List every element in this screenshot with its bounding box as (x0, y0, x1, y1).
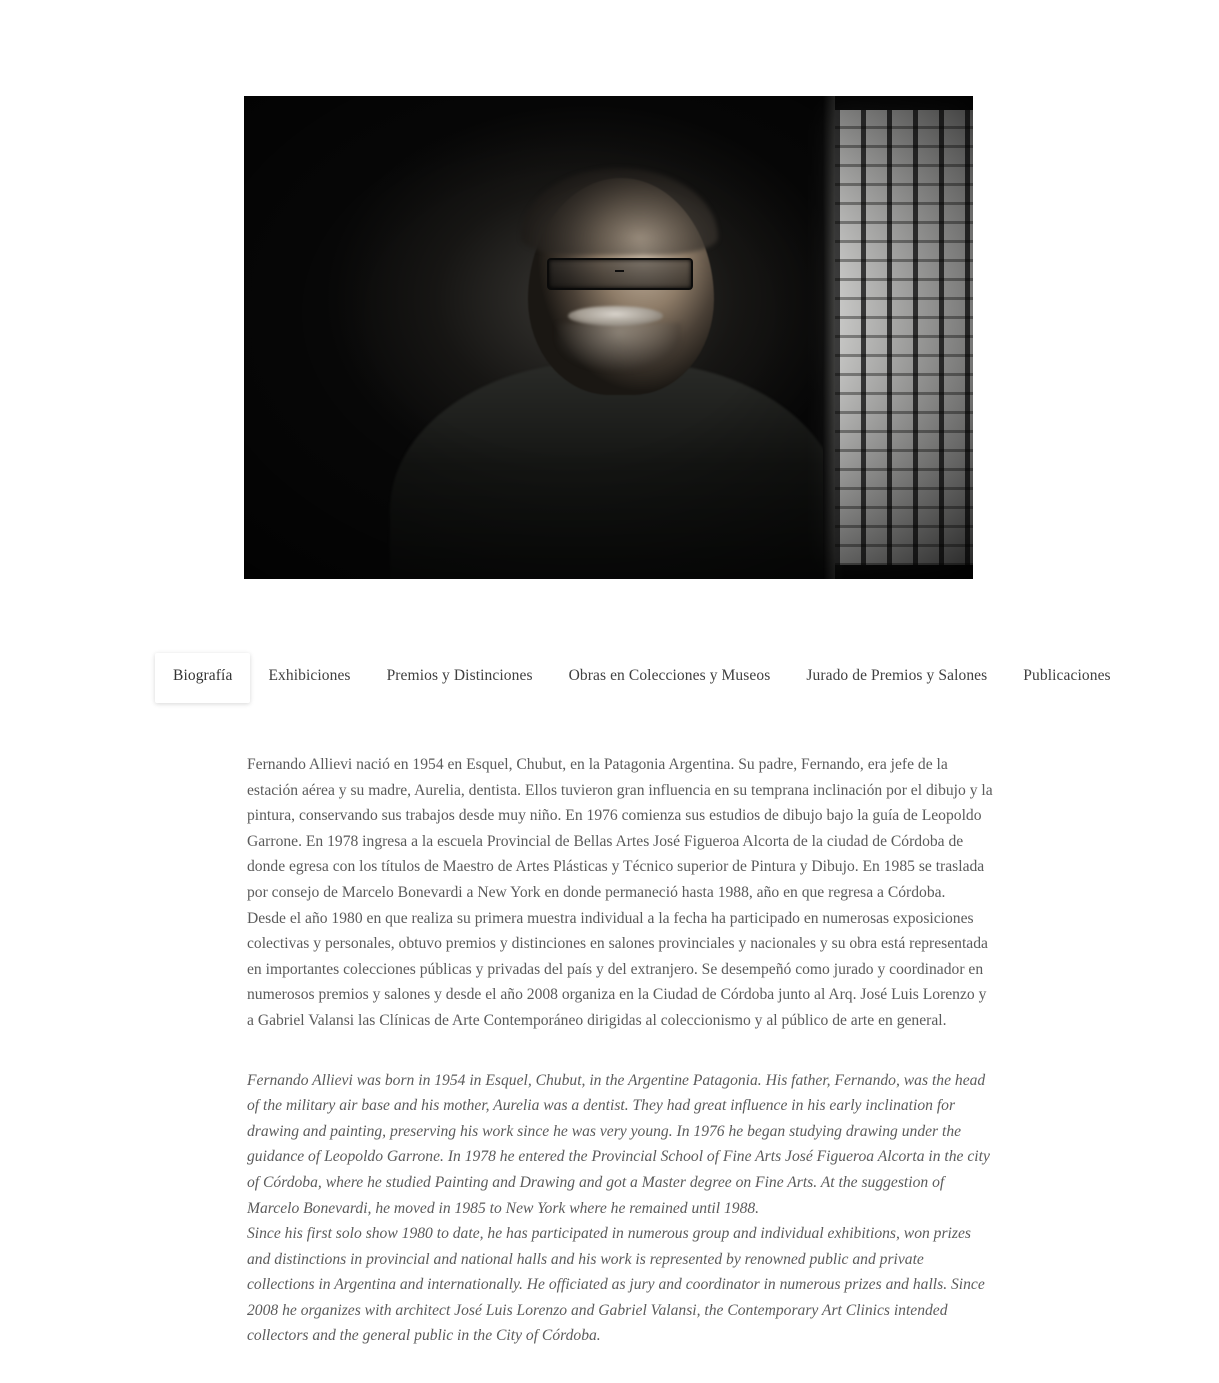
biography-paragraph: Fernando Allievi nació en 1954 en Esquel, Chubut, en la Patagonia Argentina. Su padre, Fernando, era jefe de la estación aérea y su madre, Aurelia, dentista. Ellos tuvieron gran influencia en su temprana inclinación por el dibujo y la pintura, conservando sus trabajos desde muy niño. En 1976 comienza sus estudios de dibujo bajo la guía de Leopoldo Garrone. En 1978 ingresa a la escuela Provincial de Bellas Artes José Figueroa Alcorta de la ciudad de Córdoba de donde egresa con los títulos de Maestro de Artes Plásticas y Técnico superior de Pintura y Dibujo. En 1985 se traslada por consejo de Marcelo Bonevardi a New York en donde permaneció hasta 1988, año en que regresa a Córdoba. (247, 756, 993, 901)
biography-paragraph: Fernando Allievi was born in 1954 in Esquel, Chubut, in the Argentine Patagonia. His father, Fernando, was the head of the military air base and his mother, Aurelia was a dentist. They had great influence in his early inclination for drawing and painting, preserving his work since he was very young. In 1976 he began studying drawing under the guidance of Leopoldo Garrone. In 1978 he entered the Provincial School of Fine Arts José Figueroa Alcorta in the city of Córdoba, where he studied Painting and Drawing and got a Master degree on Fine Arts. At the suggestion of Marcelo Bonevardi, he moved in 1985 to New York where he remained until 1988. (247, 1071, 990, 1217)
filmstrip-window (835, 110, 974, 564)
tab-premios-y-distinciones[interactable]: Premios y Distinciones (369, 653, 551, 703)
portrait-glasses (547, 258, 693, 290)
tab-jurado-de-premios-y-salones[interactable]: Jurado de Premios y Salones (788, 653, 1005, 703)
biography-paragraph: Desde el año 1980 en que realiza su primera muestra individual a la fecha ha participado en numerosas exposiciones colectivas y personales, obtuvo premios y distinciones en salones provinciales y nacionales y su obra está representada en importantes colecciones públicas y privadas del país y del extranjero. Se desempeñó como jurado y coordinador en numerosos premios y salones y desde el año 2008 organiza en la Ciudad de Córdoba junto al Arq. José Luis Lorenzo y a Gabriel Valansi las Clínicas de Arte Contemporáneo dirigidas al coleccionismo y al público de arte en general. (247, 909, 988, 1029)
window-frame (823, 96, 835, 579)
tab-biografia[interactable]: Biografía (155, 653, 250, 703)
tab-publicaciones[interactable]: Publicaciones (1005, 653, 1128, 703)
biography-paragraph: Since his first solo show 1980 to date, he has participated in numerous group and individual exhibitions, won prizes and distinctions in provincial and national halls and his work is represented by renowned public and private collections in Argentina and internationally. He officiated as jury and coordinator in numerous prizes and halls. Since 2008 he organizes with architect José Luis Lorenzo and Gabriel Valansi, the Contemporary Art Clinics intended collectors and the general public in the City of Córdoba. (247, 1225, 985, 1345)
tab-exhibiciones[interactable]: Exhibiciones (250, 653, 368, 703)
portrait-photo (244, 96, 973, 579)
biography-content (247, 752, 995, 1349)
section-tabs (155, 653, 1111, 703)
biography-spanish (247, 752, 995, 1034)
tab-obras-en-colecciones-y-museos[interactable]: Obras en Colecciones y Museos (551, 653, 789, 703)
portrait-hair (521, 168, 718, 255)
biography-english (247, 1068, 995, 1350)
artist-portrait-image (244, 96, 973, 579)
